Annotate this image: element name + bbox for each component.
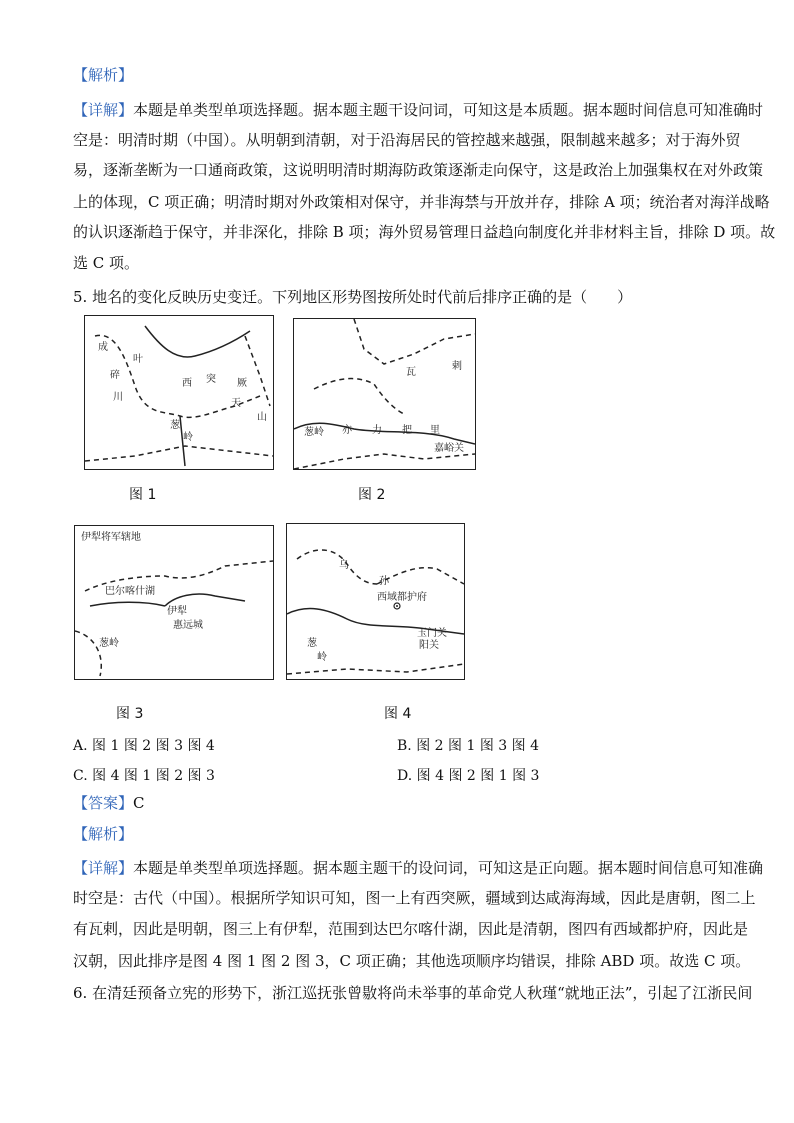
- answer-tag: 【答案】: [73, 794, 134, 812]
- map-2-label: 力: [372, 425, 382, 436]
- map-2-label: 亦: [342, 425, 352, 436]
- map-1-label: 岭: [183, 432, 193, 443]
- map-2-label: 葱岭: [304, 427, 324, 438]
- map-4-label: 葱: [307, 638, 317, 649]
- map-4-caption: 图 4: [384, 706, 412, 722]
- detail-paragraph-line: 【详解】本题是单类型单项选择题。据本题主题干设问词，可知这是本质题。据本题时间信息可知准确时: [73, 101, 764, 119]
- detail-tag: 【详解】: [73, 859, 134, 877]
- detail-paragraph-line: 空是：明清时期（中国）。从明朝到清朝，对于沿海居民的管控越来越强，限制越来越多；对于海外贸: [73, 131, 741, 149]
- map-1-label: 山: [257, 412, 267, 423]
- question-6-stem: 6. 在清廷预备立宪的形势下，浙江巡抚张曾敭将尚未举事的革命党人秋瑾“就地正法”，引起了江浙民间: [73, 984, 753, 1002]
- map-1-label: 叶: [133, 354, 143, 365]
- map-3-caption: 图 3: [116, 706, 144, 722]
- map-3-label: 惠远城: [173, 620, 203, 631]
- map-2-label: 嘉峪关: [434, 443, 464, 454]
- map-1: [84, 315, 274, 470]
- map-4-label: 乌: [339, 560, 349, 571]
- detail-tag: 【详解】: [73, 101, 134, 119]
- map-4-label: 孙: [379, 576, 389, 587]
- detail-paragraph-line: 上的体现，C 项正确；明清时期对外政策相对保守，并非海禁与开放并存，排除 A 项；统治者对海洋战略: [73, 193, 770, 211]
- detail-paragraph-line: 选 C 项。: [73, 254, 140, 272]
- map-1-label: 天: [231, 398, 241, 409]
- map-1-label: 川: [113, 392, 123, 403]
- map-1-label: 葱: [170, 420, 180, 431]
- option-a: A. 图 1 图 2 图 3 图 4: [73, 738, 215, 754]
- detail-paragraph-line: 汉朝，因此排序是图 4 图 1 图 2 图 3，C 项正确；其他选项顺序均错误，排除 ABD 项。故选 C 项。: [73, 952, 751, 970]
- map-4-label: 岭: [317, 652, 327, 663]
- map-2-label: 把: [402, 425, 412, 436]
- map-2-label: 瓦: [406, 367, 416, 378]
- detail-paragraph-line: 有瓦剌，因此是明朝，图三上有伊犁，范围到达巴尔喀什湖，因此是清朝，图四有西域都护府，因此是: [73, 920, 749, 938]
- map-1-label: 成: [98, 342, 108, 353]
- detail-paragraph-line: 【详解】本题是单类型单项选择题。据本题主题干的设问词，可知这是正向题。据本题时间信息可知准确: [73, 859, 764, 877]
- question-5-stem: 5. 地名的变化反映历史变迁。下列地区形势图按所处时代前后排序正确的是（ ）: [73, 288, 633, 306]
- analysis-heading: 【解析】: [73, 66, 134, 84]
- map-4-label: 阳关: [419, 640, 439, 651]
- map-2-label: 里: [430, 425, 440, 436]
- option-b: B. 图 2 图 1 图 3 图 4: [397, 738, 539, 754]
- map-3-label: 巴尔喀什湖: [105, 586, 155, 597]
- answer-value: C: [133, 794, 145, 812]
- option-c: C. 图 4 图 1 图 2 图 3: [73, 768, 215, 784]
- map-3-label: 葱岭: [99, 638, 119, 649]
- map-1-label: 厥: [237, 378, 247, 389]
- map-4: [286, 523, 465, 680]
- option-d: D. 图 4 图 2 图 1 图 3: [397, 768, 540, 784]
- map-3-label: 伊犁将军辖地: [81, 532, 141, 543]
- analysis-heading-q5: 【解析】: [73, 825, 134, 843]
- map-2: [293, 318, 476, 470]
- map-2-caption: 图 2: [358, 487, 386, 503]
- detail-paragraph-line: 的认识逐渐趋于保守，并非深化，排除 B 项；海外贸易管理日益趋向制度化并非材料主旨，排除 D 项。故: [73, 223, 776, 241]
- map-2-label: 剌: [452, 361, 462, 372]
- answer-line: [73, 793, 145, 813]
- map-3: [74, 525, 274, 680]
- map-1-label: 碎: [110, 370, 120, 381]
- detail-paragraph-line: 时空是：古代（中国）。根据所学知识可知，图一上有西突厥，疆域到达咸海海域，因此是唐朝，图二上: [73, 889, 756, 907]
- map-1-label: 突: [206, 374, 216, 385]
- detail-paragraph-line: 易，逐渐垄断为一口通商政策，这说明明清时期海防政策逐渐走向保守，这是政治上加强集权在对外政策: [73, 161, 764, 179]
- map-4-label: 西域都护府: [377, 592, 427, 603]
- map-3-label: 伊犁: [167, 606, 187, 617]
- map-4-label: 玉门关: [417, 628, 447, 639]
- map-1-label: 西: [182, 378, 192, 389]
- map-1-caption: 图 1: [129, 487, 157, 503]
